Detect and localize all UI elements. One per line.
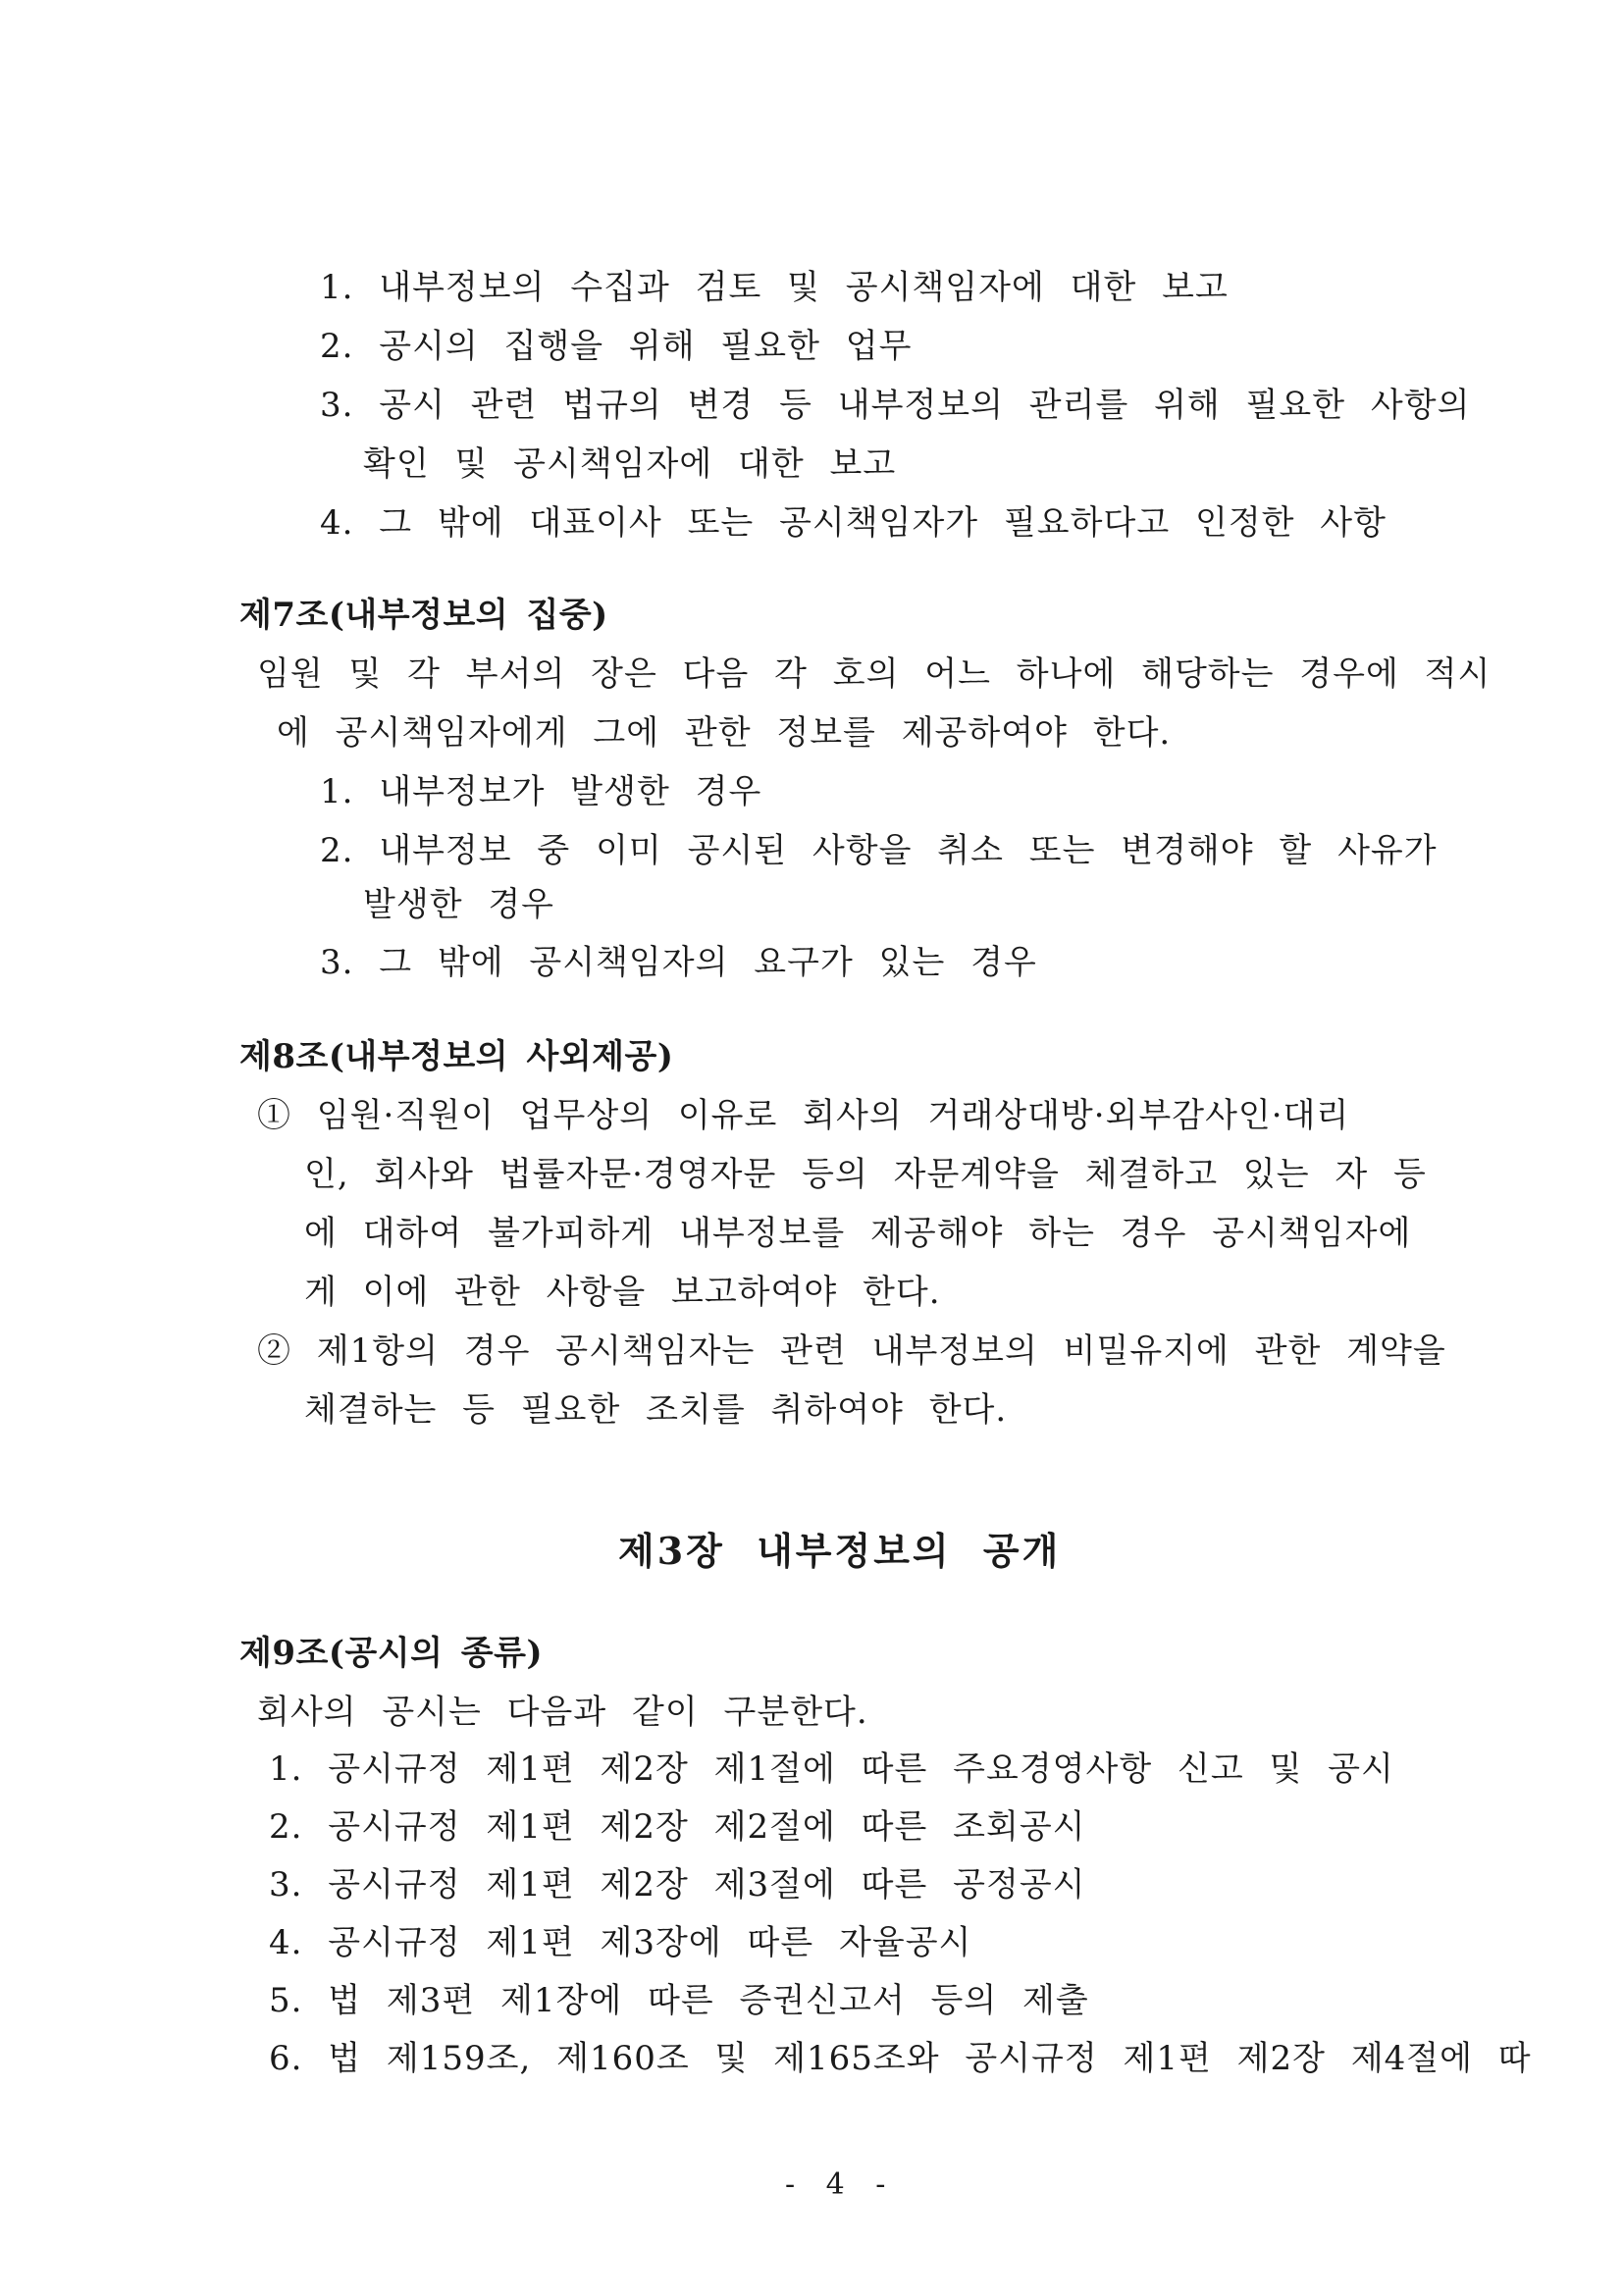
article-heading: 제7조(내부정보의 집중) bbox=[239, 596, 608, 635]
list-item: 3. 공시규정 제1편 제2장 제3절에 따른 공정공시 bbox=[269, 1865, 1086, 1905]
paragraph-line: 인, 회사와 법률자문·경영자문 등의 자문계약을 체결하고 있는 자 등 bbox=[304, 1155, 1427, 1194]
list-item: 5. 법 제3편 제1장에 따른 증권신고서 등의 제출 bbox=[269, 1981, 1089, 2020]
paragraph-line: 체결하는 등 필요한 조치를 취하여야 한다. bbox=[304, 1390, 1008, 1430]
paragraph-line: ② 제1항의 경우 공시책임자는 관련 내부정보의 비밀유지에 관한 계약을 bbox=[257, 1331, 1446, 1371]
list-item: 6. 법 제159조, 제160조 및 제165조와 공시규정 제1편 제2장 제4절에 따 bbox=[269, 2039, 1532, 2078]
article-heading: 제8조(내부정보의 사외제공) bbox=[239, 1037, 674, 1076]
list-item: 발생한 경우 bbox=[363, 885, 555, 924]
list-item: 확인 및 공시책임자에 대한 보고 bbox=[363, 444, 897, 484]
list-item: 3. 그 밖에 공시책임자의 요구가 있는 경우 bbox=[320, 943, 1037, 982]
article-heading: 제9조(공시의 종류) bbox=[239, 1634, 544, 1673]
list-item: 2. 내부정보 중 이미 공시된 사항을 취소 또는 변경해야 할 사유가 bbox=[320, 831, 1438, 870]
chapter-title: 제3장 내부정보의 공개 bbox=[618, 1529, 1062, 1573]
list-item: 4. 공시규정 제1편 제3장에 따른 자율공시 bbox=[269, 1923, 972, 1962]
list-item: 1. 공시규정 제1편 제2장 제1절에 따른 주요경영사항 신고 및 공시 bbox=[269, 1749, 1394, 1789]
paragraph-line: 임원 및 각 부서의 장은 다음 각 호의 어느 하나에 해당하는 경우에 적시 bbox=[257, 654, 1492, 694]
paragraph-line: 회사의 공시는 다음과 같이 구분한다. bbox=[257, 1693, 868, 1732]
list-item: 3. 공시 관련 법규의 변경 등 내부정보의 관리를 위해 필요한 사항의 bbox=[320, 386, 1471, 425]
list-item: 2. 공시의 집행을 위해 필요한 업무 bbox=[320, 327, 913, 366]
paragraph-line: 게 이에 관한 사항을 보고하여야 한다. bbox=[304, 1273, 941, 1312]
page-number: - 4 - bbox=[785, 2167, 890, 2202]
list-item: 4. 그 밖에 대표이사 또는 공시책임자가 필요하다고 인정한 사항 bbox=[320, 503, 1387, 543]
paragraph-line: 에 대하여 불가피하게 내부정보를 제공해야 하는 경우 공시책임자에 bbox=[304, 1214, 1412, 1253]
list-item: 1. 내부정보가 발생한 경우 bbox=[320, 772, 762, 811]
paragraph-line: 에 공시책임자에게 그에 관한 정보를 제공하여야 한다. bbox=[277, 713, 1172, 753]
paragraph-line: ① 임원·직원이 업무상의 이유로 회사의 거래상대방·외부감사인·대리 bbox=[257, 1096, 1350, 1135]
list-item: 1. 내부정보의 수집과 검토 및 공시책임자에 대한 보고 bbox=[320, 268, 1229, 307]
list-item: 2. 공시규정 제1편 제2장 제2절에 따른 조회공시 bbox=[269, 1807, 1086, 1847]
